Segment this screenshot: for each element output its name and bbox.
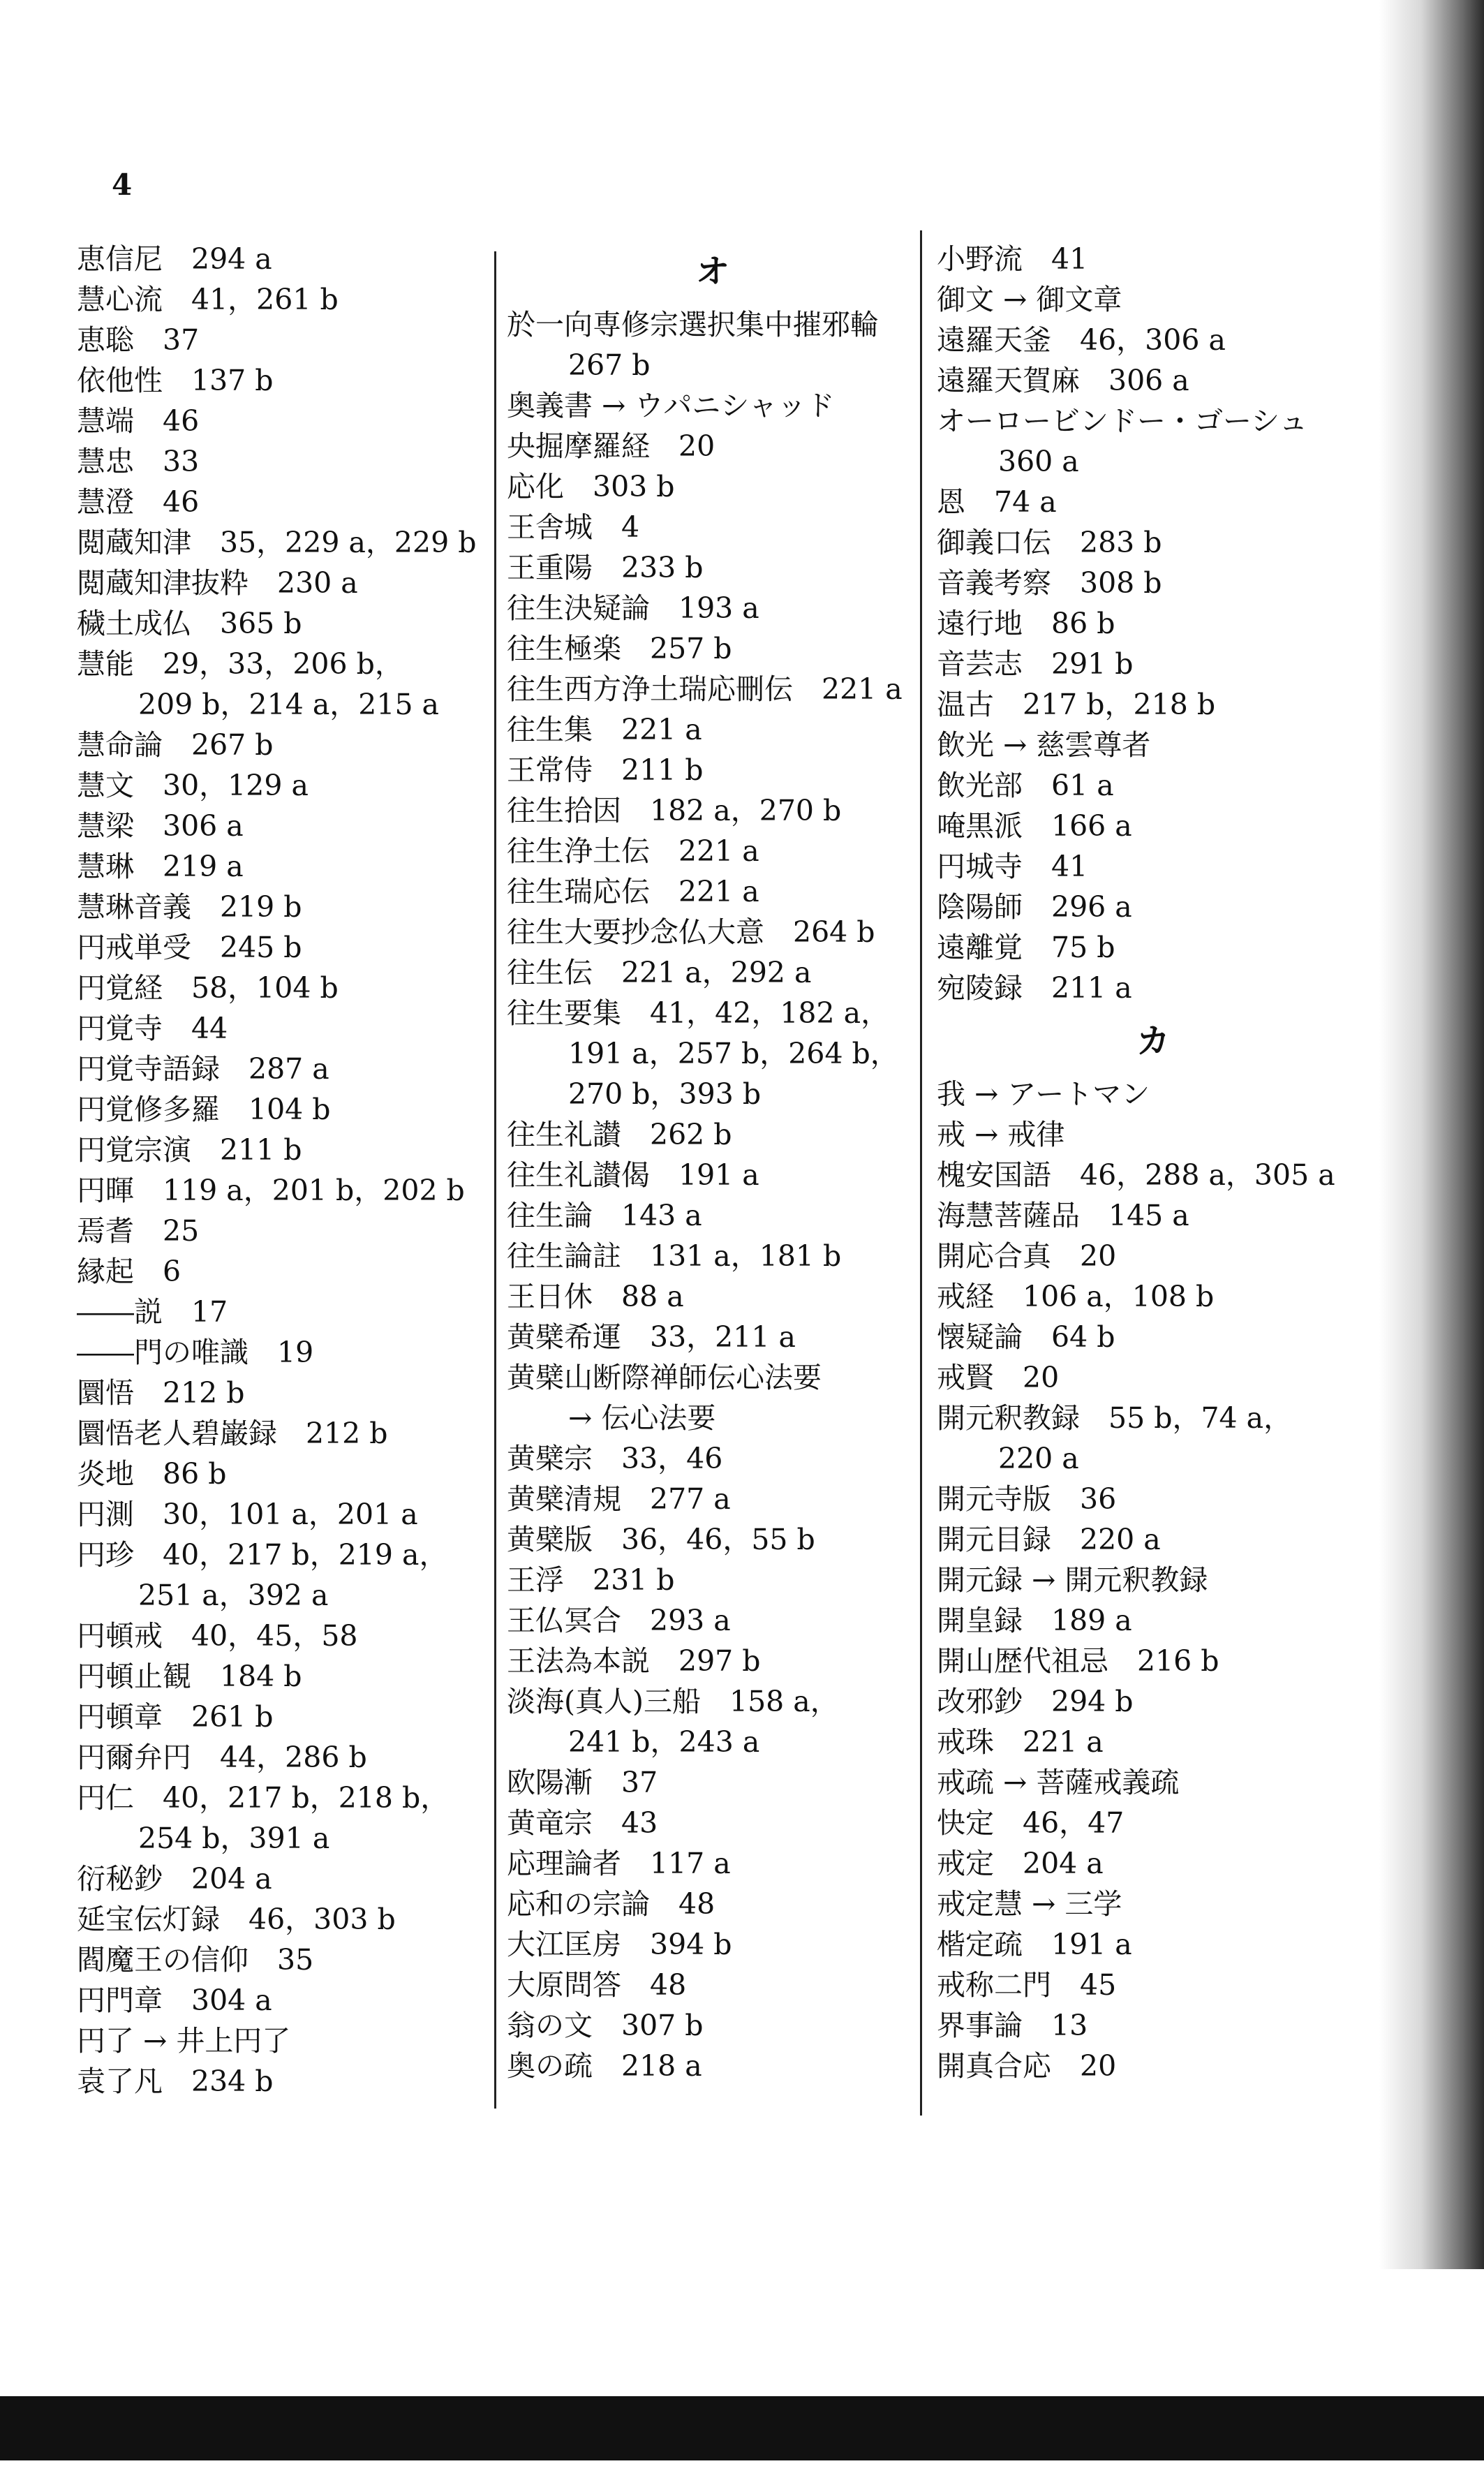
index-entry: 閲蔵知津 35，229 a，229 b <box>77 526 477 559</box>
index-entry: 音義考察 308 b <box>937 566 1162 600</box>
index-entry: 淡海(真人)三船 158 a， <box>507 1685 839 1718</box>
index-entry: 開元録 → 開元釈教録 <box>937 1563 1208 1597</box>
index-entry: 円覚経 58，104 b <box>77 971 339 1005</box>
index-entry: 遠離覚 75 b <box>937 931 1115 964</box>
index-entry: 黄竜宗 43 <box>507 1806 658 1840</box>
index-entry: 大江匡房 394 b <box>507 1928 732 1961</box>
index-entry: 円暉 119 a，201 b，202 b <box>77 1174 465 1207</box>
index-entry: 快定 46，47 <box>937 1806 1125 1840</box>
index-entry: 慧心流 41，261 b <box>77 283 339 316</box>
index-entry: ――門の唯識 19 <box>77 1336 314 1369</box>
index-entry: 炎地 86 b <box>77 1457 227 1491</box>
index-entry: 戒定 204 a <box>937 1847 1104 1880</box>
index-entry: 翁の文 307 b <box>507 2009 704 2042</box>
index-entry: 圜悟 212 b <box>77 1376 245 1410</box>
index-entry: 往生集 221 a <box>507 713 702 746</box>
index-entry: 往生極楽 257 b <box>507 632 732 665</box>
index-entry: 延宝伝灯録 46，303 b <box>77 1903 396 1936</box>
index-entry: 往生大要抄念仏大意 264 b <box>507 915 875 949</box>
index-entry: 戒珠 221 a <box>937 1725 1104 1759</box>
index-entry: 王法為本説 297 b <box>507 1644 761 1678</box>
index-entry: 191 a，257 b，264 b， <box>568 1037 899 1070</box>
index-entry: 御文 → 御文章 <box>937 283 1122 316</box>
index-entry: 開応合真 20 <box>937 1239 1117 1273</box>
index-entry: 縁起 6 <box>77 1255 181 1288</box>
index-entry: 往生浄土伝 221 a <box>507 834 759 868</box>
index-list-o <box>507 304 919 2086</box>
index-entry: 央掘摩羅経 20 <box>507 429 715 463</box>
index-entry: 往生論 143 a <box>507 1199 702 1232</box>
index-entry: 円了 → 井上円了 <box>77 2024 291 2058</box>
index-entry: 円覚寺 44 <box>77 1012 228 1045</box>
index-entry: 円珍 40，217 b，219 a， <box>77 1538 448 1572</box>
index-list-o-cont <box>937 239 1370 1008</box>
index-entry: 飲光 → 慈雲尊者 <box>937 728 1151 762</box>
index-entry: 戒賢 20 <box>937 1361 1060 1394</box>
index-entry: 241 b，243 a <box>568 1725 760 1759</box>
index-entry: 往生西方浄土瑞応刪伝 221 a <box>507 672 903 706</box>
index-entry: 御義口伝 283 b <box>937 526 1162 559</box>
index-entry: 槐安国語 46，288 a，305 a <box>937 1158 1335 1192</box>
index-entry: 開元寺版 36 <box>937 1482 1117 1516</box>
index-entry: 開山歴代祖忌 216 b <box>937 1644 1219 1678</box>
index-entry: 閲蔵知津抜粋 230 a <box>77 566 358 600</box>
index-entry: 穢土成仏 365 b <box>77 607 302 640</box>
page-number: 4 <box>112 168 133 202</box>
index-entry: 改邪鈔 294 b <box>937 1685 1134 1718</box>
index-entry: 慧琳 219 a <box>77 850 244 883</box>
index-entry: 円頓戒 40，45，58 <box>77 1619 358 1653</box>
index-entry: 往生瑞応伝 221 a <box>507 875 759 908</box>
index-entry: 267 b <box>568 348 651 382</box>
index-column-2 <box>507 239 919 2086</box>
column-divider-right <box>920 230 922 2116</box>
index-entry: 恵信尼 294 a <box>77 242 272 276</box>
index-entry: 恩 74 a <box>937 485 1057 519</box>
index-entry: 奥の疏 218 a <box>507 2049 702 2083</box>
index-entry: 円頓章 261 b <box>77 1700 274 1734</box>
index-entry: 往生礼讃 262 b <box>507 1118 732 1151</box>
index-entry: 王舎城 4 <box>507 510 640 544</box>
index-entry: 慧梁 306 a <box>77 809 244 843</box>
index-entry: 宛陵録 211 a <box>937 971 1132 1005</box>
index-entry: 黄檗希運 33，211 a <box>507 1320 796 1354</box>
index-entry: 閻魔王の信仰 35 <box>77 1943 314 1977</box>
index-entry: 往生拾因 182 a，270 b <box>507 794 842 827</box>
index-entry: 界事論 13 <box>937 2009 1088 2042</box>
index-entry: 開元目録 220 a <box>937 1523 1161 1556</box>
index-entry: 王日休 88 a <box>507 1280 684 1313</box>
index-entry: 慧澄 46 <box>77 485 200 519</box>
index-entry: 慧琳音義 219 b <box>77 890 302 924</box>
index-entry: 小野流 41 <box>937 242 1088 276</box>
page-edge-shadow <box>1379 0 1484 2269</box>
index-entry: 220 a <box>998 1442 1079 1475</box>
index-entry: → 伝心法要 <box>568 1401 716 1435</box>
index-entry: 陰陽師 296 a <box>937 890 1132 924</box>
index-entry: 王重陽 233 b <box>507 551 704 584</box>
index-entry: 円覚修多羅 104 b <box>77 1093 331 1126</box>
index-column-3 <box>937 239 1370 2086</box>
index-entry: 遠行地 86 b <box>937 607 1115 640</box>
index-entry: 円頓止観 184 b <box>77 1660 302 1693</box>
index-entry: 温古 217 b，218 b <box>937 688 1216 721</box>
index-entry: 王常侍 211 b <box>507 753 704 787</box>
index-entry: 往生決疑論 193 a <box>507 591 759 625</box>
index-entry: 円測 30，101 a，201 a <box>77 1498 418 1531</box>
index-entry: 慧忠 33 <box>77 445 200 478</box>
index-column-1 <box>77 239 482 2102</box>
column-divider-left <box>494 251 496 2109</box>
index-entry: 円爾弁円 44，286 b <box>77 1741 367 1774</box>
index-entry: 円戒単受 245 b <box>77 931 302 964</box>
index-entry: 王仏冥合 293 a <box>507 1604 731 1637</box>
index-entry: 戒疏 → 菩薩戒義疏 <box>937 1766 1180 1799</box>
index-entry: 戒定慧 → 三学 <box>937 1887 1122 1921</box>
index-entry: 開皇録 189 a <box>937 1604 1132 1637</box>
index-entry: 円城寺 41 <box>937 850 1088 883</box>
index-entry: 円仁 40，217 b，218 b， <box>77 1781 450 1815</box>
index-entry: 黄檗山断際禅師伝心法要 <box>507 1361 822 1394</box>
index-entry: 270 b，393 b <box>568 1077 762 1111</box>
index-entry: 戒称二門 45 <box>937 1968 1117 2002</box>
index-entry: 慧能 29，33，206 b， <box>77 647 403 681</box>
index-entry: 円門章 304 a <box>77 1984 272 2017</box>
index-entry: 慧端 46 <box>77 404 200 438</box>
section-heading-ka: カ <box>1136 1021 1170 1061</box>
index-entry: 圜悟老人碧巌録 212 b <box>77 1417 388 1450</box>
index-entry: 往生伝 221 a，292 a <box>507 956 812 989</box>
index-entry: 焉耆 25 <box>77 1214 200 1248</box>
index-entry: 開元釈教録 55 b，74 a， <box>937 1401 1293 1435</box>
index-entry: 遠羅天賀麻 306 a <box>937 364 1189 397</box>
index-list-ka <box>937 1074 1370 2086</box>
index-entry: 戒経 106 a，108 b <box>937 1280 1215 1313</box>
index-entry: 音芸志 291 b <box>937 647 1134 681</box>
index-entry: 円覚寺語録 287 a <box>77 1052 329 1086</box>
index-entry: 奥義書 → ウパニシャッド <box>507 389 835 422</box>
index-entry: 往生礼讃偈 191 a <box>507 1158 759 1192</box>
index-entry: 袁了凡 234 b <box>77 2065 274 2098</box>
index-entry: 応化 303 b <box>507 470 675 503</box>
index-entry: 開真合応 20 <box>937 2049 1117 2083</box>
index-entry: 254 b，391 a <box>138 1822 330 1855</box>
index-entry: 往生論註 131 a，181 b <box>507 1239 842 1273</box>
index-entry: 王浮 231 b <box>507 1563 675 1597</box>
index-entry: 往生要集 41，42，182 a， <box>507 996 890 1030</box>
index-entry: 251 a，392 a <box>138 1579 329 1612</box>
index-entry: 懐疑論 64 b <box>937 1320 1115 1354</box>
index-entry: 黄檗宗 33，46 <box>507 1442 723 1475</box>
index-entry: 黄檗版 36，46，55 b <box>507 1523 815 1556</box>
index-entry: 遠羅天釜 46，306 a <box>937 323 1226 357</box>
index-entry: 衍秘鈔 204 a <box>77 1862 272 1896</box>
index-entry: 欧陽漸 37 <box>507 1766 658 1799</box>
index-entry: 応和の宗論 48 <box>507 1887 715 1921</box>
section-heading-o: オ <box>695 252 729 291</box>
index-entry: ――説 17 <box>77 1295 228 1329</box>
index-entry: 我 → アートマン <box>937 1077 1150 1111</box>
index-entry: 慧命論 267 b <box>77 728 274 762</box>
index-entry: 360 a <box>998 445 1079 478</box>
index-entry: 大原問答 48 <box>507 1968 687 2002</box>
index-entry: 於一向専修宗選択集中摧邪輪 <box>507 308 879 341</box>
index-entry: 海慧菩薩品 145 a <box>937 1199 1189 1232</box>
scan-bottom-border <box>0 2396 1484 2460</box>
index-entry: 恵聡 37 <box>77 323 200 357</box>
index-entry: 慧文 30，129 a <box>77 769 309 802</box>
index-entry: 黄檗清規 277 a <box>507 1482 731 1516</box>
index-entry: 飲光部 61 a <box>937 769 1114 802</box>
index-entry: 209 b，214 a，215 a <box>138 688 440 721</box>
index-entry: 依他性 137 b <box>77 364 274 397</box>
index-entry: オーロービンドー・ゴーシュ <box>937 404 1308 438</box>
index-entry: 戒 → 戒律 <box>937 1118 1065 1151</box>
index-entry: 楷定疏 191 a <box>937 1928 1132 1961</box>
index-entry: 応理論者 117 a <box>507 1847 731 1880</box>
index-entry: 円覚宗演 211 b <box>77 1133 302 1167</box>
index-entry: 唵黒派 166 a <box>937 809 1132 843</box>
